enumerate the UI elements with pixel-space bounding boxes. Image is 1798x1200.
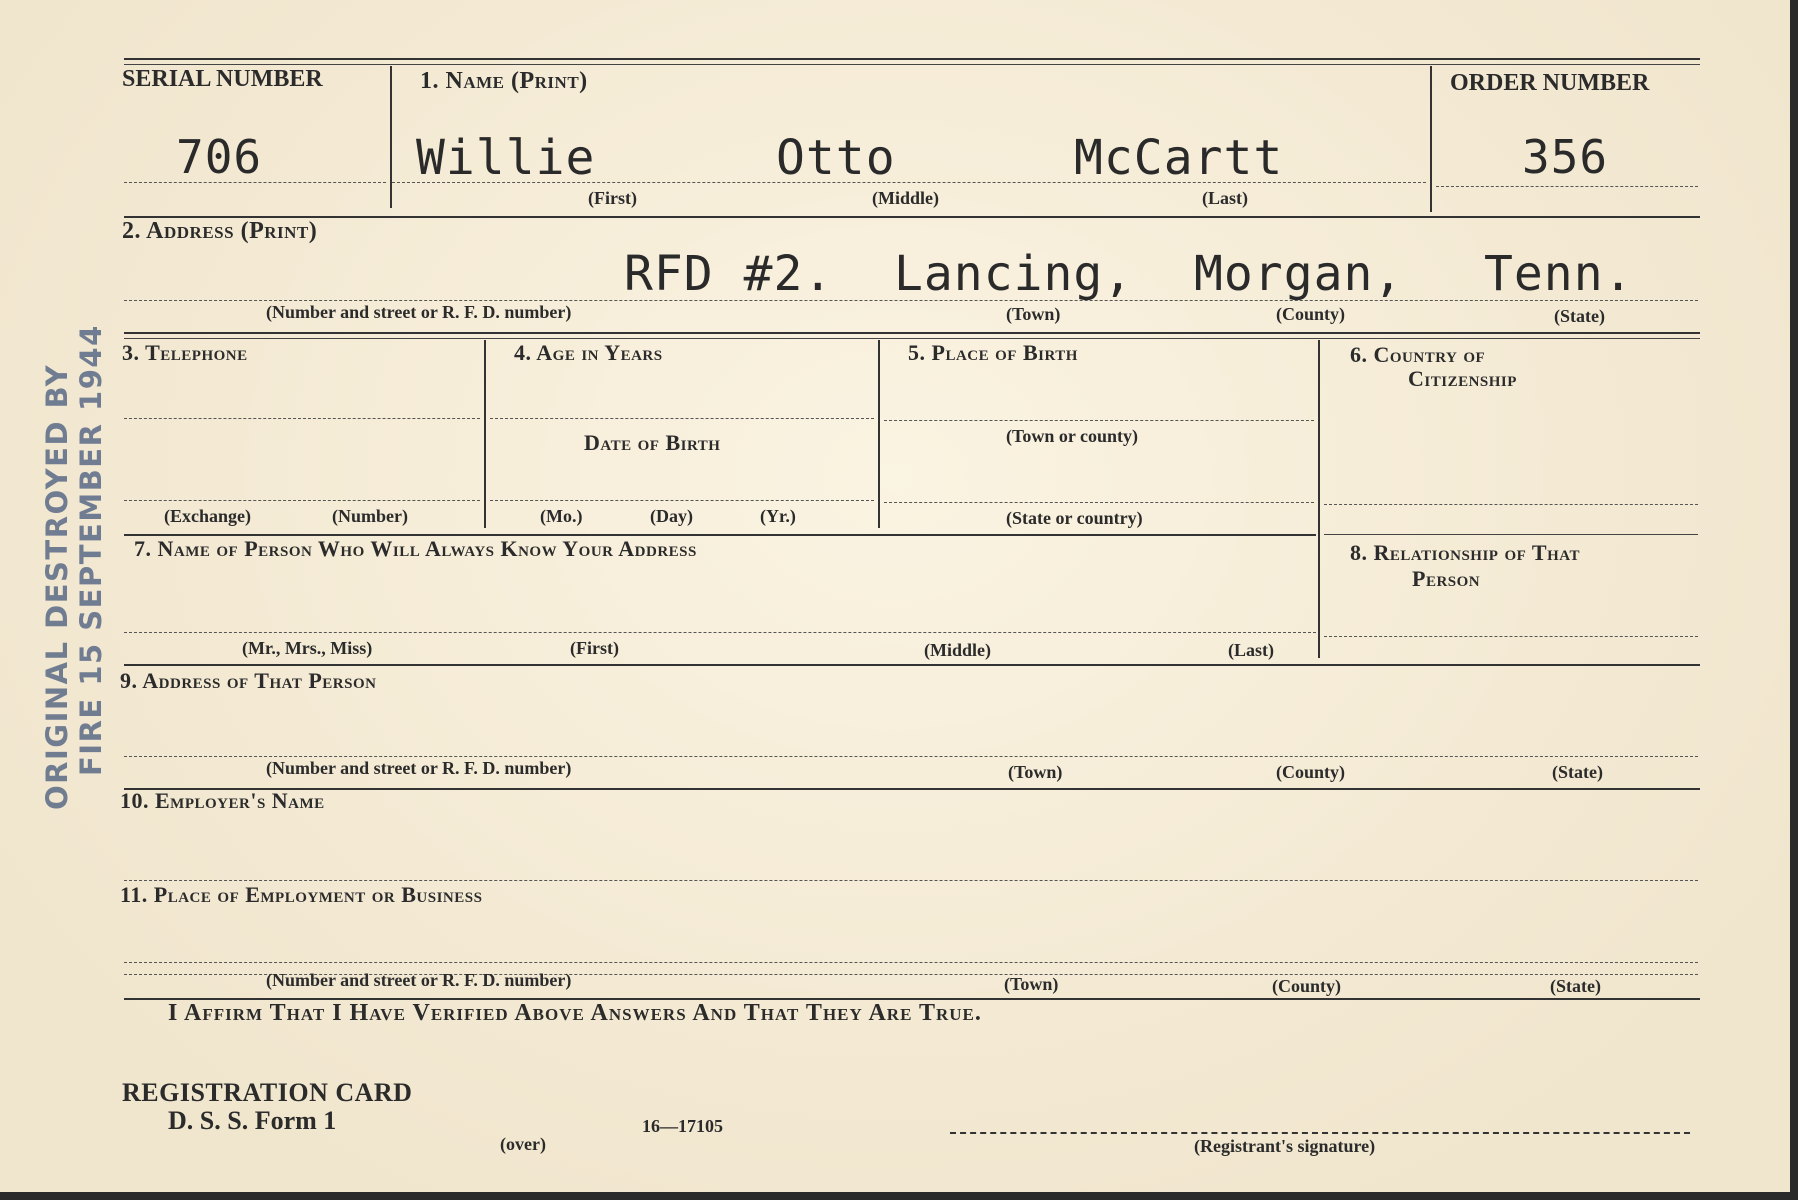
citizenship-line	[1324, 504, 1698, 505]
employment-line1	[124, 962, 1698, 963]
employer-label: 10. Employer's Name	[120, 788, 325, 813]
affirmation-text: I Affirm That I Have Verified Above Answers And That They Are True.	[168, 1000, 982, 1026]
destroyed-stamp	[40, 324, 108, 810]
contact-state-caption: (State)	[1552, 762, 1603, 782]
contact-person-line	[124, 632, 1316, 633]
signature-caption: (Registrant's signature)	[1194, 1136, 1376, 1156]
contact-title-caption: (Mr., Mrs., Miss)	[242, 638, 373, 658]
relationship-label-2: Person	[1412, 566, 1481, 591]
rule-before-9	[124, 664, 1700, 666]
rule-after-name	[124, 216, 1700, 218]
year-caption: (Yr.)	[760, 506, 796, 526]
order-number-value: 356	[1522, 130, 1609, 184]
tel-line1	[124, 418, 480, 419]
citizenship-label-1: 6. Country of	[1350, 342, 1486, 367]
first-name: Willie	[416, 130, 596, 186]
contact-person-label: 7. Name of Person Who Will Always Know Your Address	[134, 536, 697, 561]
birthplace-label: 5. Place of Birth	[908, 340, 1078, 365]
rule-after-address-thin	[124, 338, 1700, 339]
contact-last-caption: (Last)	[1228, 640, 1274, 660]
card-title: REGISTRATION CARD	[122, 1078, 413, 1107]
serial-number-label: SERIAL NUMBER	[122, 66, 323, 92]
address-label: 2. Address (Print)	[122, 218, 318, 244]
age-line	[490, 418, 874, 419]
employment-street-caption: (Number and street or R. F. D. number)	[266, 970, 572, 990]
signature-line	[950, 1132, 1690, 1134]
address-line	[124, 300, 1698, 301]
dob-label: Date of Birth	[584, 430, 721, 455]
address-street-caption: (Number and street or R. F. D. number)	[266, 302, 572, 322]
contact-first-caption: (First)	[570, 638, 619, 658]
birth-line2	[884, 502, 1314, 503]
serial-line	[124, 182, 386, 183]
top-rule-thin	[124, 64, 1700, 65]
divider-serial	[390, 66, 392, 208]
address-town: Lancing,	[894, 246, 1134, 302]
age-label: 4. Age in Years	[514, 340, 663, 365]
rule-before-8	[1324, 534, 1698, 535]
birth-state-caption: (State or country)	[1006, 508, 1143, 528]
address-county-caption: (County)	[1276, 304, 1346, 324]
contact-address-line	[124, 756, 1698, 757]
over-caption: (over)	[500, 1134, 546, 1154]
contact-county-caption: (County)	[1276, 762, 1346, 782]
tel-line2	[124, 500, 480, 501]
address-county: Morgan,	[1194, 246, 1404, 302]
exchange-caption: (Exchange)	[164, 506, 251, 526]
birth-line1	[884, 420, 1314, 421]
form-number: D. S. S. Form 1	[168, 1106, 337, 1135]
middle-name: Otto	[776, 130, 896, 186]
stamp-line-1: ORIGINAL DESTROYED BY	[40, 363, 74, 810]
month-caption: (Mo.)	[540, 506, 583, 526]
address-state-caption: (State)	[1554, 306, 1605, 326]
telephone-label: 3. Telephone	[122, 340, 248, 365]
middle-caption: (Middle)	[872, 188, 939, 208]
print-code: 16—17105	[642, 1116, 723, 1136]
employer-line	[124, 880, 1698, 881]
serial-number-value: 706	[176, 130, 263, 184]
rule-before-10	[124, 788, 1700, 790]
rule-after-address	[124, 332, 1700, 334]
contact-address-label: 9. Address of That Person	[120, 668, 377, 693]
divider-age	[878, 340, 880, 528]
contact-town-caption: (Town)	[1008, 762, 1063, 782]
number-caption: (Number)	[332, 506, 408, 526]
employment-place-label: 11. Place of Employment or Business	[120, 882, 483, 907]
dob-line	[490, 500, 874, 501]
address-state: Tenn.	[1484, 246, 1634, 302]
relationship-label-1: 8. Relationship of That	[1350, 540, 1580, 565]
contact-street-caption: (Number and street or R. F. D. number)	[266, 758, 572, 778]
top-rule	[124, 58, 1700, 60]
order-line	[1436, 186, 1698, 187]
contact-middle-caption: (Middle)	[924, 640, 991, 660]
stamp-line-2: FIRE 15 SEPTEMBER 1944	[74, 324, 108, 776]
name-label: 1. Name (Print)	[420, 68, 588, 94]
name-line	[392, 182, 1426, 183]
divider-birth	[1318, 340, 1320, 658]
day-caption: (Day)	[650, 506, 693, 526]
address-street: RFD #2.	[624, 246, 834, 302]
citizenship-label-2: Citizenship	[1408, 366, 1517, 391]
employment-town-caption: (Town)	[1004, 974, 1059, 994]
divider-order	[1430, 66, 1432, 212]
employment-state-caption: (State)	[1550, 976, 1601, 996]
order-number-label: ORDER NUMBER	[1450, 70, 1650, 96]
birth-town-caption: (Town or county)	[1006, 426, 1139, 446]
last-caption: (Last)	[1202, 188, 1248, 208]
first-caption: (First)	[588, 188, 637, 208]
last-name: McCartt	[1074, 130, 1284, 186]
employment-county-caption: (County)	[1272, 976, 1342, 996]
divider-tel	[484, 340, 486, 528]
address-town-caption: (Town)	[1006, 304, 1061, 324]
relationship-line	[1324, 636, 1698, 637]
